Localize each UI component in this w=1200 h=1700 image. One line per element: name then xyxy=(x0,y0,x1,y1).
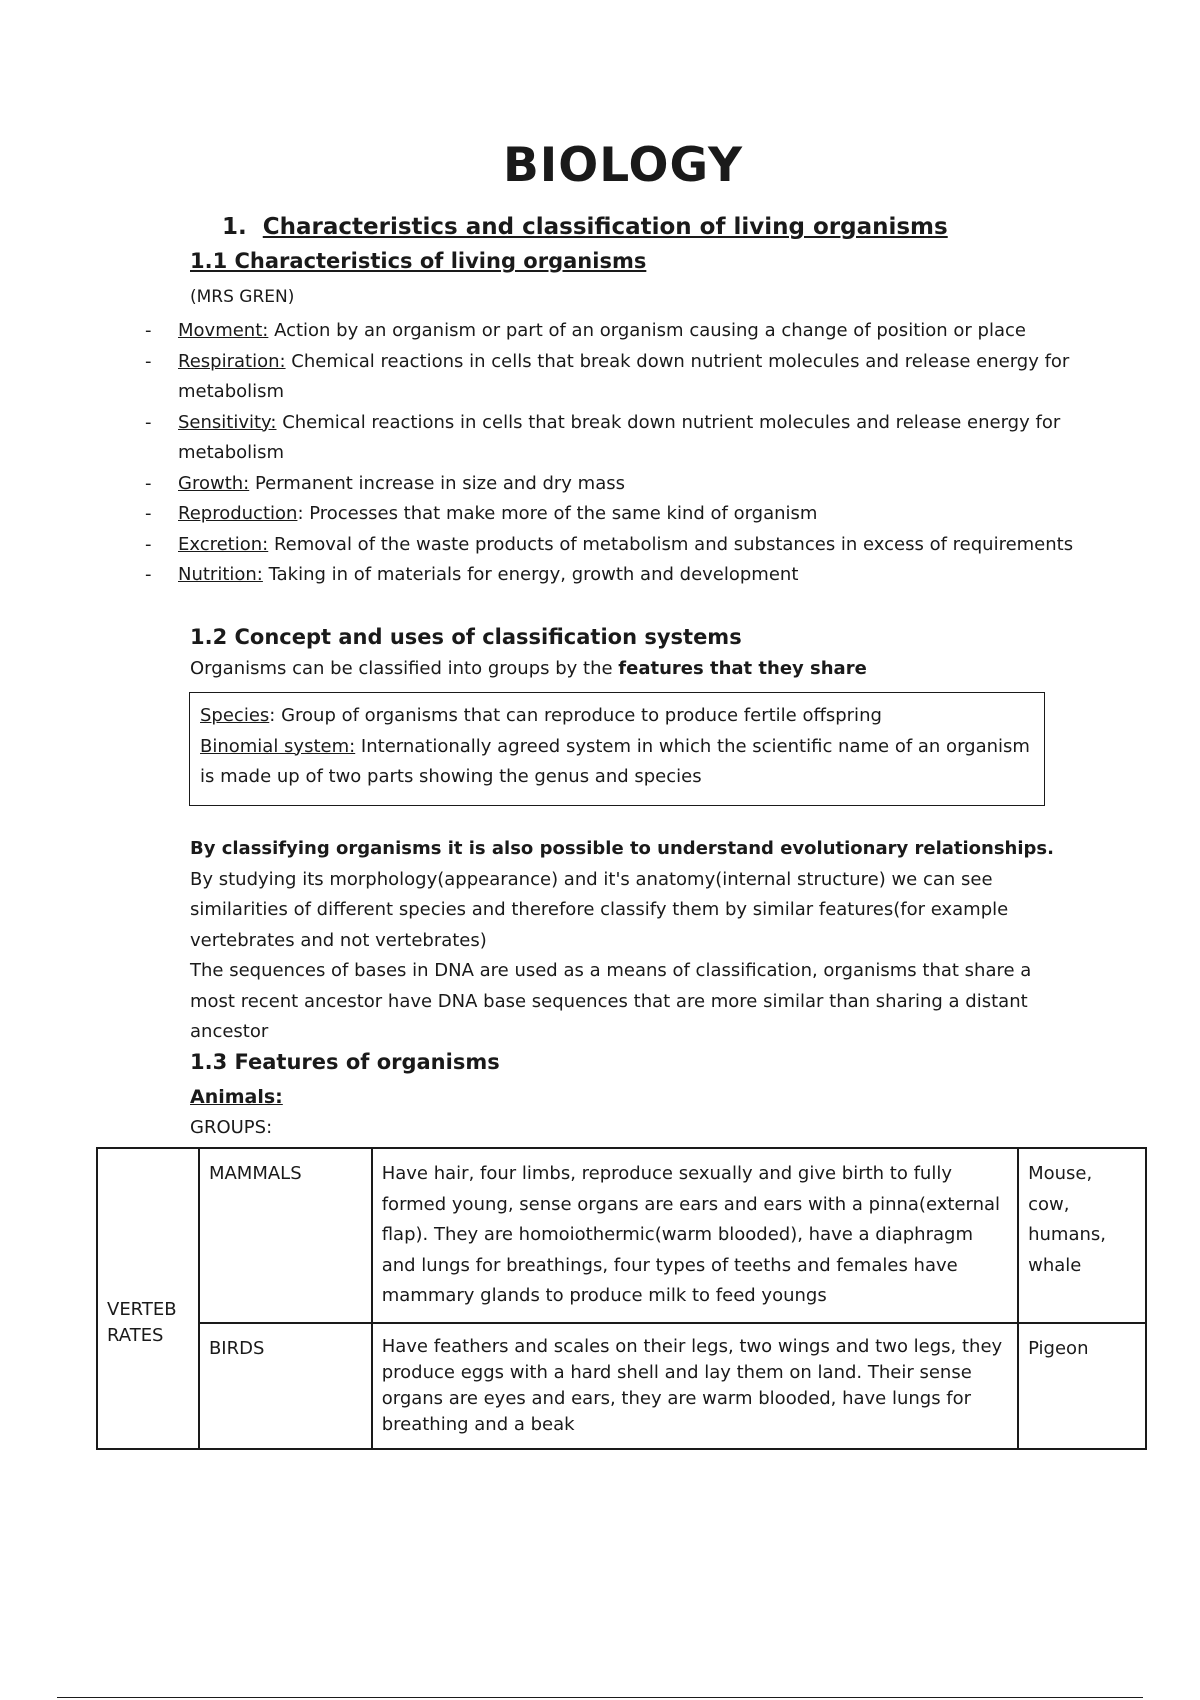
list-item xyxy=(140,560,1100,591)
term: Reproduction xyxy=(178,503,298,524)
term: Nutrition: xyxy=(178,564,263,585)
list-item xyxy=(140,347,1100,408)
classification-intro xyxy=(190,658,867,679)
list-item xyxy=(140,530,1100,561)
evolution-paragraph xyxy=(190,834,1070,956)
definition: Taking in of materials for energy, growth and development xyxy=(262,564,799,585)
page-title: BIOLOGY xyxy=(502,138,744,193)
table-row xyxy=(97,1323,1146,1449)
examples-cell: Pigeon xyxy=(1018,1323,1146,1449)
table-row xyxy=(97,1148,1146,1323)
category-cell: VERTEB RATES xyxy=(97,1148,199,1449)
section-1-2-heading: 1.2 Concept and uses of classification systems xyxy=(190,625,742,649)
species-text: : Group of organisms that can reproduce to produce fertile offspring xyxy=(269,705,882,726)
section-1-3-heading: 1.3 Features of organisms xyxy=(190,1050,500,1074)
term: Growth: xyxy=(178,472,250,494)
intro-emphasis: features that they share xyxy=(618,658,867,679)
groups-label: GROUPS: xyxy=(190,1117,273,1138)
section-1-1-heading: 1.1 Characteristics of living organisms xyxy=(190,249,647,273)
term: Respiration: xyxy=(178,350,286,372)
examples-cell: Mouse, cow, humans, whale xyxy=(1018,1148,1146,1323)
binomial-definition xyxy=(200,732,1034,793)
binomial-term: Binomial system: xyxy=(200,735,356,757)
definition: Chemical reactions in cells that break down nutrient molecules and release energy for metabolism xyxy=(178,411,1061,463)
species-term: Species xyxy=(200,705,270,726)
description-cell: Have feathers and scales on their legs, two wings and two legs, they produce eggs with a hard shell and lay them on land. Their sense organs are eyes and ears, they are warm blooded, have lungs for breathing and a beak xyxy=(372,1323,1018,1449)
list-item xyxy=(140,469,1100,500)
binomial-text: Internationally agreed system in which the scientific name of an organism is made up of two parts showing the genus and species xyxy=(200,735,1030,787)
intro-text: Organisms can be classified into groups by the xyxy=(190,658,619,679)
term: Sensitivity: xyxy=(178,411,277,433)
characteristics-list xyxy=(140,316,1100,591)
dna-paragraph: The sequences of bases in DNA are used as a means of classification, organisms that share a most recent ancestor have DNA base sequences that are more similar than sharing a distant ancestor xyxy=(190,960,1032,1042)
description-cell: Have hair, four limbs, reproduce sexually and give birth to fully formed young, sense organs are ears and ears with a pinna(external flap). They are homoiothermic(warm blooded), have a diaphragm and lungs for breathings, four types of teeths and females have mammary glands to produce milk to feed youngs xyxy=(372,1148,1018,1323)
page-bottom-rule xyxy=(57,1697,1143,1698)
definition: Permanent increase in size and dry mass xyxy=(249,472,625,494)
evolution-text: By studying its morphology(appearance) and it's anatomy(internal structure) we can see similarities of different species and therefore classify them by similar features(for example vertebrates and not vertebrates) xyxy=(190,868,1009,951)
section-1-title: Characteristics and classification of living organisms xyxy=(262,214,948,240)
group-cell: BIRDS xyxy=(199,1323,372,1449)
list-item xyxy=(140,499,1100,530)
group-cell: MAMMALS xyxy=(199,1148,372,1323)
term: Movment: xyxy=(178,320,269,341)
definition: Chemical reactions in cells that break down nutrient molecules and release energy for metabolism xyxy=(178,350,1070,402)
mnemonic-label: (MRS GREN) xyxy=(190,287,295,307)
classification-paragraphs xyxy=(190,834,1070,1048)
section-1-number: 1. xyxy=(222,214,247,240)
species-definition xyxy=(200,701,1034,732)
list-item xyxy=(140,408,1100,469)
definition: Action by an organism or part of an organism causing a change of position or place xyxy=(268,320,1026,341)
list-item xyxy=(140,316,1100,347)
term: Excretion: xyxy=(178,533,269,555)
animals-label: Animals: xyxy=(190,1086,283,1108)
definitions-box xyxy=(189,692,1045,806)
definition: Removal of the waste products of metabolism and substances in excess of requirements xyxy=(268,533,1074,555)
features-table xyxy=(96,1147,1147,1450)
evolution-emphasis: By classifying organisms it is also possible to understand evolutionary relationships. xyxy=(190,838,1054,859)
section-1-heading xyxy=(222,214,948,240)
definition: : Processes that make more of the same kind of organism xyxy=(297,503,818,524)
